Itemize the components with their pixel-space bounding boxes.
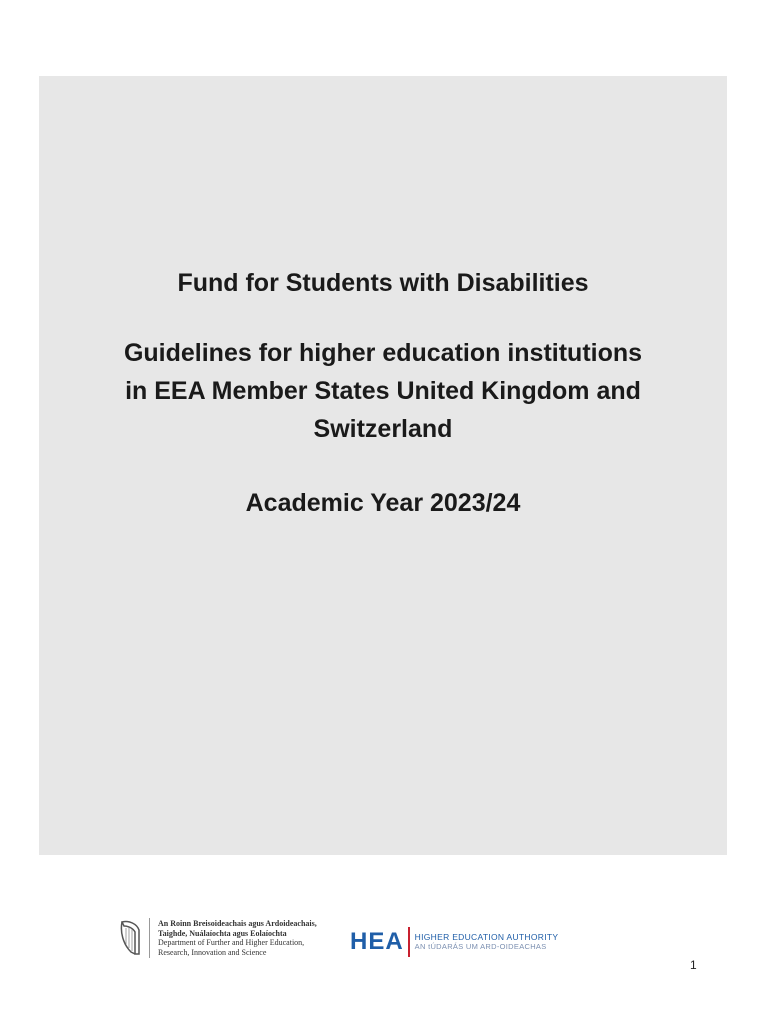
- subtitle-line: in EEA Member States United Kingdom and: [125, 377, 641, 405]
- department-english-line: Department of Further and Higher Education,: [158, 938, 305, 947]
- academic-year: Academic Year 2023/24: [245, 489, 521, 517]
- department-name: [158, 919, 317, 957]
- hea-name: [415, 932, 559, 952]
- department-english-line: Research, Innovation and Science: [158, 947, 267, 957]
- logo-divider: [149, 918, 150, 958]
- subtitle-line: Guidelines for higher education institutions: [123, 339, 643, 367]
- department-logo: [117, 916, 317, 960]
- hea-accent-bar: [408, 927, 410, 957]
- hea-english-name: HIGHER EDUCATION AUTHORITY: [414, 932, 559, 942]
- document-subtitle: [39, 334, 727, 448]
- harp-icon: [117, 918, 143, 958]
- cover-panel: [39, 76, 727, 855]
- hea-irish-name: AN tÚDARÁS UM ARD-OIDEACHAS: [414, 942, 547, 951]
- department-irish-line: An Roinn Breisoideachais agus Ardoideachais,: [158, 919, 317, 928]
- subtitle-line: Switzerland: [313, 415, 453, 443]
- page-number: 1: [690, 958, 697, 972]
- hea-logo: [350, 925, 558, 959]
- department-irish-line: Taighde, Nuálaíochta agus Eolaíochta: [158, 928, 287, 938]
- cover-title-block: [39, 264, 727, 522]
- hea-wordmark: HEA: [350, 928, 404, 955]
- document-title: Fund for Students with Disabilities: [177, 269, 589, 297]
